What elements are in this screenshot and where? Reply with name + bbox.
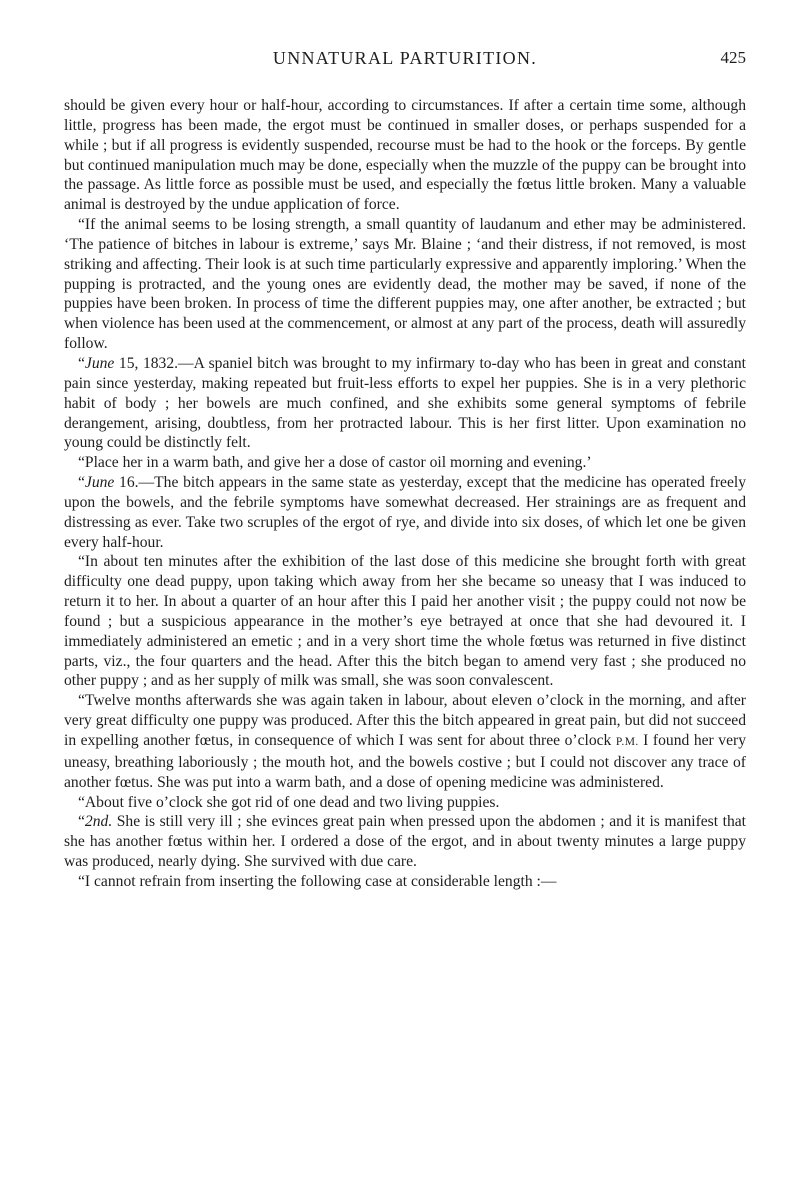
page-number: 425	[720, 48, 746, 67]
book-page	[64, 0, 746, 1191]
date-june-15: June	[84, 354, 115, 372]
paragraph-second-day	[64, 812, 746, 872]
quote-mark: “	[78, 474, 85, 492]
paragraph-warm-bath: “Place her in a warm bath, and give her a dose of castor oil morning and evening.’	[78, 454, 592, 472]
paragraph-june-16-text: 16.—The bitch appears in the same state as yesterday, except that the medicine has operated freely upon the bowels, and the febrile symptoms have somewhat decreased. Her strainings are as frequent and distressing as ever. Take two scruples of the ergot of rye, and divide into six doses, of which let one be given every half-hour.	[64, 474, 746, 551]
paragraph-laudanum: “If the animal seems to be losing strength, a small quantity of laudanum and ether may be administered. ‘The patience of bitches in labour is extreme,’ says Mr. Blaine ; ‘and their distress, if not removed, is most striking and affecting. Their look is at such time particularly expressive and apparently imploring.’ When the pupping is protracted, and the young ones are evidently dead, the mother may be saved, if none of the puppies have been broken. In process of time the different puppies may, one after another, be extracted ; but when violence has been used at the commencement, or almost at any part of the process, death will assuredly follow.	[64, 216, 746, 353]
running-title: UNNATURAL PARTURITION.	[272, 48, 538, 68]
date-second-day: 2nd.	[84, 813, 113, 831]
paragraph-june-15-text: 15, 1832.—A spaniel bitch was brought to my infirmary to-day who has been in great and constant pain since yesterday, making repeated but fruit-less efforts to expel her puppies. She is in a very plethoric habit of body ; her bowels are much confined, and she exhibits some general symptoms of febrile derangement, arising, doubtless, from her protracted labour. This is her first litter. Upon examination no young could be distinctly felt.	[64, 354, 746, 452]
paragraph-five-oclock: “About five o’clock she got rid of one dead and two living puppies.	[78, 793, 500, 811]
paragraph-twelve-months-cont: I found her very uneasy, breathing laboriously ; the mouth hot, and the bowels costive ; but I could not discover any trace of another fœtus. She was put into a warm bath, and a dose of opening medicine was administered.	[64, 732, 747, 791]
time-pm: P.M.	[615, 736, 639, 748]
paragraph-june-16	[64, 473, 746, 552]
paragraph-june-15	[64, 354, 746, 453]
paragraph-second-day-text: She is still very ill ; she evinces great pain when pressed upon the abdomen ; and it is manifest that she has another fœtus within her. I ordered a dose of the ergot, and in about twenty minutes a large puppy was produced, nearly dying. She survived with due care.	[64, 813, 746, 871]
quote-mark: “	[78, 354, 85, 372]
paragraph-twelve-months-text: “Twelve months afterwards she was again taken in labour, about eleven o’clock in the morning, and after very great difficulty one puppy was produced. After this the bitch appeared in great pain, but did not succeed in expelling another fœtus, in consequence of which I was sent for about three o’clock	[64, 692, 746, 749]
date-june-16: June	[84, 474, 115, 492]
paragraph-twelve-months	[64, 691, 746, 792]
paragraph-dead-puppy: “In about ten minutes after the exhibition of the last dose of this medicine she brought forth with great difficulty one dead puppy, upon taking which away from her she became so uneasy that I was induced to return it to her. In about a quarter of an hour after this I paid her another visit ; the puppy could not now be found ; but a suspicious appearance in the mother’s eye betrayed at once that she had devoured it. I immediately administered an emetic ; and in a very short time the whole fœtus was returned in five distinct parts, viz., the four quarters and the head. After this the bitch began to amend very fast ; she produced no other puppy ; and as her supply of milk was small, she was soon convalescent.	[64, 553, 746, 690]
running-head	[64, 46, 746, 70]
quote-mark: “	[78, 813, 85, 831]
paragraph-following-case: “I cannot refrain from inserting the following case at considerable length :—	[78, 872, 557, 890]
paragraph-ergot-dosing: should be given every hour or half-hour, according to circumstances. If after a certain time some, although little, progress has been made, the ergot must be continued in smaller doses, or perhaps suspended for a while ; but if all progress is evidently suspended, recourse must be had to the hook or the forceps. By gentle but continued manipulation much may be done, especially when the muzzle of the puppy can be brought into the passage. As little force as possible must be used, and especially the fœtus little broken. Many a valuable animal is destroyed by the undue application of force.	[64, 97, 746, 214]
body-text	[64, 96, 746, 892]
